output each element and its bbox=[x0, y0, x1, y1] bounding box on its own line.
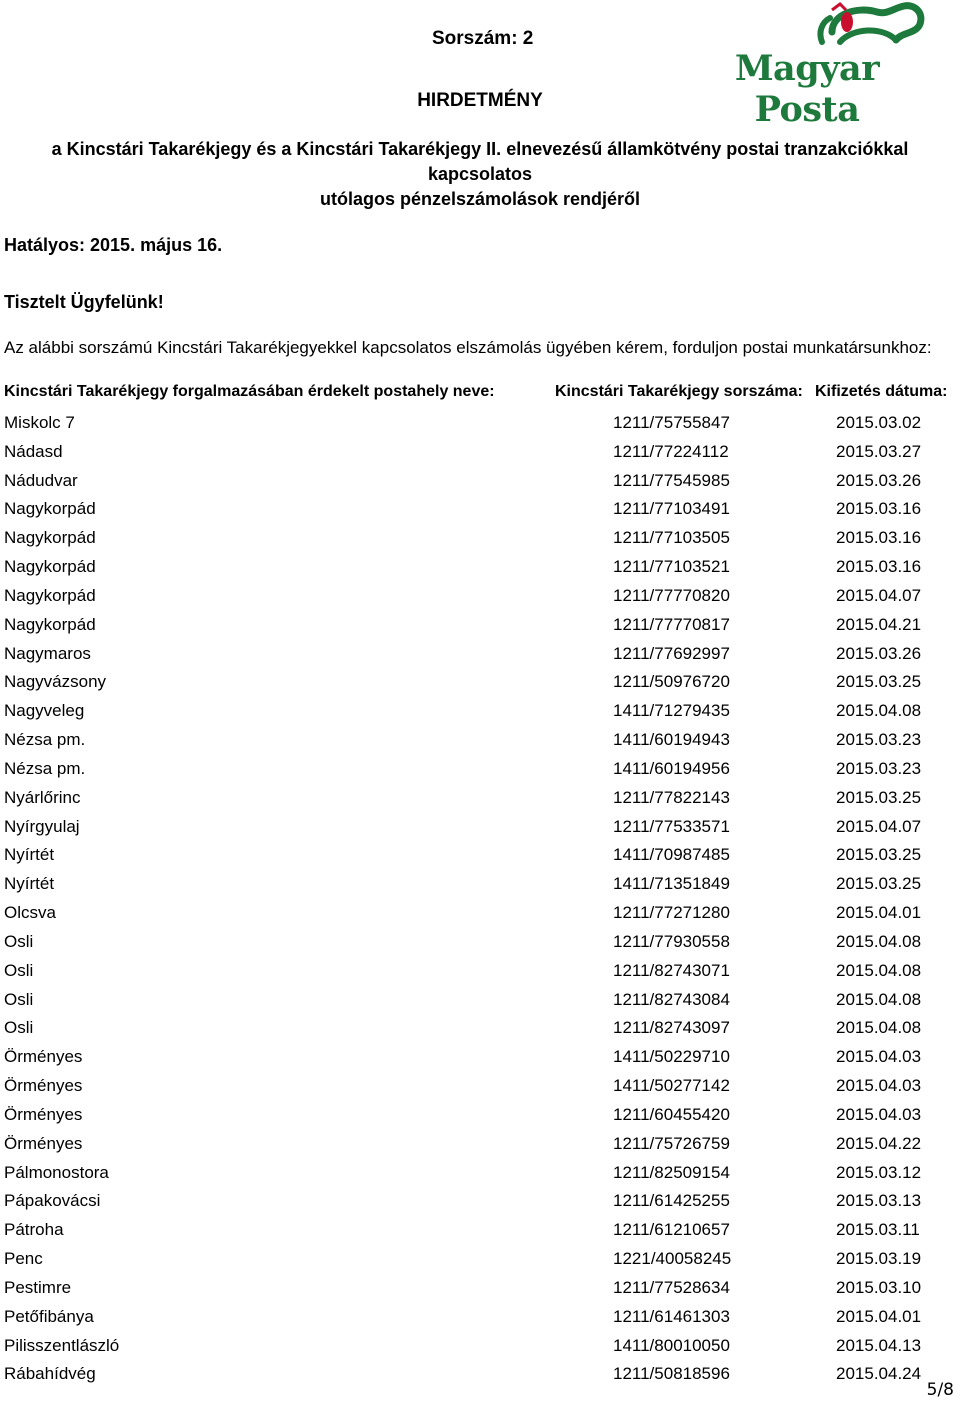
ticket-serial: 1211/50818596 bbox=[613, 1364, 730, 1384]
table-row bbox=[0, 437, 960, 466]
table-row bbox=[0, 1158, 960, 1187]
postoffice-name: Penc bbox=[4, 1249, 43, 1269]
ticket-serial: 1211/82743097 bbox=[613, 1018, 730, 1038]
ticket-serial: 1211/77528634 bbox=[613, 1277, 730, 1297]
notice-heading: HIRDETMÉNY bbox=[417, 90, 543, 111]
table-row bbox=[0, 898, 960, 927]
postoffice-name: Osli bbox=[4, 1018, 34, 1038]
postoffice-name: Nézsa pm. bbox=[4, 730, 86, 750]
ticket-serial: 1211/75726759 bbox=[613, 1133, 730, 1153]
payment-date: 2015.04.01 bbox=[836, 1306, 922, 1326]
payment-date: 2015.04.03 bbox=[836, 1047, 922, 1067]
ticket-serial: 1211/60455420 bbox=[613, 1104, 730, 1124]
ticket-serial: 1211/77103491 bbox=[613, 499, 730, 519]
ticket-serial: 1211/77545985 bbox=[613, 470, 730, 490]
ticket-serial: 1211/77533571 bbox=[613, 816, 730, 836]
ticket-serial: 1211/61461303 bbox=[613, 1306, 730, 1326]
postoffice-name: Nagymaros bbox=[4, 643, 91, 663]
column-header-date: Kifizetés dátuma: bbox=[815, 383, 948, 400]
payment-date: 2015.04.08 bbox=[836, 1018, 922, 1038]
ticket-serial: 1211/77692997 bbox=[613, 643, 730, 663]
ticket-serial: 1211/77930558 bbox=[613, 931, 730, 951]
postoffice-name: Nyírtét bbox=[4, 874, 55, 894]
ticket-serial: 1211/50976720 bbox=[613, 672, 730, 692]
table-row bbox=[0, 696, 960, 725]
ticket-serial: 1411/50277142 bbox=[613, 1076, 730, 1096]
payment-date: 2015.03.25 bbox=[836, 845, 922, 865]
serial-number: Sorszám: 2 bbox=[432, 28, 534, 49]
payment-date: 2015.04.08 bbox=[836, 989, 922, 1009]
table-row bbox=[0, 1071, 960, 1100]
postoffice-name: Nagyvázsony bbox=[4, 672, 107, 692]
payment-date: 2015.03.23 bbox=[836, 758, 922, 778]
table-row bbox=[0, 1244, 960, 1273]
payment-date: 2015.04.24 bbox=[836, 1364, 922, 1384]
postoffice-name: Nagykorpád bbox=[4, 499, 96, 519]
postoffice-name: Nyárlőrinc bbox=[4, 787, 81, 807]
payment-date: 2015.04.08 bbox=[836, 931, 922, 951]
table-body bbox=[0, 408, 960, 1388]
ticket-serial: 1211/77770820 bbox=[613, 585, 730, 605]
payment-date: 2015.04.07 bbox=[836, 816, 922, 836]
postoffice-name: Nagykorpád bbox=[4, 557, 96, 577]
payment-date: 2015.04.07 bbox=[836, 585, 922, 605]
payment-date: 2015.03.25 bbox=[836, 672, 922, 692]
postoffice-name: Nagykorpád bbox=[4, 528, 96, 548]
payment-date: 2015.03.26 bbox=[836, 643, 922, 663]
effective-date: Hatályos: 2015. május 16. bbox=[4, 235, 223, 255]
postoffice-name: Örményes bbox=[4, 1133, 83, 1153]
ticket-serial: 1411/70987485 bbox=[613, 845, 730, 865]
postoffice-name: Nézsa pm. bbox=[4, 758, 86, 778]
postoffice-name: Örményes bbox=[4, 1104, 83, 1124]
payment-date: 2015.03.16 bbox=[836, 528, 922, 548]
ticket-serial: 1411/80010050 bbox=[613, 1335, 730, 1355]
ticket-serial: 1221/40058245 bbox=[613, 1249, 732, 1269]
table-row bbox=[0, 754, 960, 783]
payment-date: 2015.03.02 bbox=[836, 413, 922, 432]
document-title bbox=[0, 137, 960, 212]
payment-date: 2015.03.25 bbox=[836, 874, 922, 894]
table-row bbox=[0, 523, 960, 552]
postoffice-name: Nyírgyulaj bbox=[4, 816, 80, 836]
table-row bbox=[0, 1359, 960, 1388]
table-row bbox=[0, 1302, 960, 1331]
table-row bbox=[0, 1215, 960, 1244]
postoffice-name: Pátroha bbox=[4, 1220, 64, 1240]
postoffice-name: Örményes bbox=[4, 1047, 83, 1067]
table-row bbox=[0, 927, 960, 956]
table-row bbox=[0, 725, 960, 754]
column-header-serial: Kincstári Takarékjegy sorszáma: bbox=[555, 383, 803, 400]
table-row bbox=[0, 1100, 960, 1129]
table-row bbox=[0, 1331, 960, 1360]
ticket-serial: 1211/77224112 bbox=[613, 441, 729, 461]
table-row bbox=[0, 869, 960, 898]
table-row bbox=[0, 639, 960, 668]
ticket-serial: 1411/71351849 bbox=[613, 874, 730, 894]
payment-date: 2015.03.23 bbox=[836, 730, 922, 750]
postoffice-name: Nagykorpád bbox=[4, 614, 96, 634]
payment-date: 2015.04.21 bbox=[836, 614, 922, 634]
page-number: 5/8 bbox=[926, 1380, 954, 1400]
payment-date: 2015.04.13 bbox=[836, 1335, 922, 1355]
postoffice-name: Nagyveleg bbox=[4, 701, 85, 721]
table-row bbox=[0, 581, 960, 610]
table-row bbox=[0, 956, 960, 985]
payment-date: 2015.03.26 bbox=[836, 470, 922, 490]
payment-date: 2015.04.01 bbox=[836, 903, 922, 923]
payment-date: 2015.04.03 bbox=[836, 1076, 922, 1096]
payment-date: 2015.03.12 bbox=[836, 1162, 922, 1182]
table-row bbox=[0, 552, 960, 581]
postoffice-name: Olcsva bbox=[4, 903, 56, 923]
logo-text: Magyar Posta bbox=[734, 48, 880, 130]
ticket-serial: 1211/77271280 bbox=[613, 903, 730, 923]
table-row bbox=[0, 985, 960, 1014]
title-line-1: a Kincstári Takarékjegy és a Kincstári Takarékjegy II. elnevezésű államkötvény postai tranzakciókkal kapcsolatos bbox=[51, 139, 909, 184]
ticket-serial: 1211/61210657 bbox=[613, 1220, 730, 1240]
payment-date: 2015.03.16 bbox=[836, 499, 922, 519]
payment-date: 2015.03.25 bbox=[836, 787, 922, 807]
table-row bbox=[0, 494, 960, 523]
table-row bbox=[0, 1129, 960, 1158]
postoffice-name: Rábahídvég bbox=[4, 1364, 96, 1384]
postoffice-name: Nagykorpád bbox=[4, 585, 96, 605]
table-row bbox=[0, 1042, 960, 1071]
ticket-serial: 1411/60194943 bbox=[613, 730, 730, 750]
payment-date: 2015.03.27 bbox=[836, 441, 922, 461]
table-row bbox=[0, 610, 960, 639]
title-line-2: utólagos pénzelszámolások rendjéről bbox=[319, 189, 641, 209]
postoffice-name: Osli bbox=[4, 960, 34, 980]
ticket-serial: 1211/82509154 bbox=[613, 1162, 730, 1182]
table-row bbox=[0, 466, 960, 495]
payment-date: 2015.03.19 bbox=[836, 1249, 922, 1269]
payment-date: 2015.03.13 bbox=[836, 1191, 922, 1211]
table-row bbox=[0, 840, 960, 869]
greeting: Tisztelt Ügyfelünk! bbox=[4, 292, 164, 312]
postoffice-name: Pálmonostora bbox=[4, 1162, 109, 1182]
postoffice-name: Osli bbox=[4, 989, 34, 1009]
column-header-postoffice: Kincstári Takarékjegy forgalmazásában érdekelt postahely neve: bbox=[4, 383, 495, 400]
postoffice-name: Nádudvar bbox=[4, 470, 78, 490]
postoffice-name: Nádasd bbox=[4, 441, 63, 461]
postoffice-name: Pilisszentlászló bbox=[4, 1335, 120, 1355]
payment-date: 2015.03.16 bbox=[836, 557, 922, 577]
ticket-serial: 1211/77822143 bbox=[613, 787, 730, 807]
payment-date: 2015.03.10 bbox=[836, 1277, 922, 1297]
magyar-posta-logo bbox=[682, 2, 932, 130]
postoffice-name: Petőfibánya bbox=[4, 1306, 94, 1326]
payment-date: 2015.04.08 bbox=[836, 701, 922, 721]
table-row bbox=[0, 1013, 960, 1042]
payment-date: 2015.04.03 bbox=[836, 1104, 922, 1124]
ticket-serial: 1211/82743071 bbox=[613, 960, 730, 980]
ticket-serial: 1211/75755847 bbox=[613, 413, 730, 432]
ticket-serial: 1211/82743084 bbox=[613, 989, 730, 1009]
ticket-serial: 1211/77103521 bbox=[613, 557, 730, 577]
intro-text: Az alábbi sorszámú Kincstári Takarékjegyekkel kapcsolatos elszámolás ügyében kérem, forduljon postai munkatársunkhoz: bbox=[4, 338, 932, 357]
ticket-serial: 1211/77770817 bbox=[613, 614, 730, 634]
postoffice-name: Nyírtét bbox=[4, 845, 55, 865]
table-row bbox=[0, 667, 960, 696]
payment-date: 2015.03.11 bbox=[836, 1220, 920, 1240]
table-row bbox=[0, 812, 960, 841]
table-row bbox=[0, 1273, 960, 1302]
ticket-serial: 1411/71279435 bbox=[613, 701, 730, 721]
ticket-serial: 1411/60194956 bbox=[613, 758, 730, 778]
ticket-serial: 1211/61425255 bbox=[613, 1191, 730, 1211]
payment-date: 2015.04.08 bbox=[836, 960, 922, 980]
payment-date: 2015.04.22 bbox=[836, 1133, 922, 1153]
postoffice-name: Pápakovácsi bbox=[4, 1191, 101, 1211]
postoffice-name: Osli bbox=[4, 931, 34, 951]
postoffice-name: Pestimre bbox=[4, 1277, 72, 1297]
table-row bbox=[0, 783, 960, 812]
postoffice-name: Miskolc 7 bbox=[4, 413, 75, 432]
ticket-serial: 1411/50229710 bbox=[613, 1047, 730, 1067]
table-row bbox=[0, 408, 960, 437]
postoffice-name: Örményes bbox=[4, 1076, 83, 1096]
ticket-serial: 1211/77103505 bbox=[613, 528, 730, 548]
table-row bbox=[0, 1186, 960, 1215]
